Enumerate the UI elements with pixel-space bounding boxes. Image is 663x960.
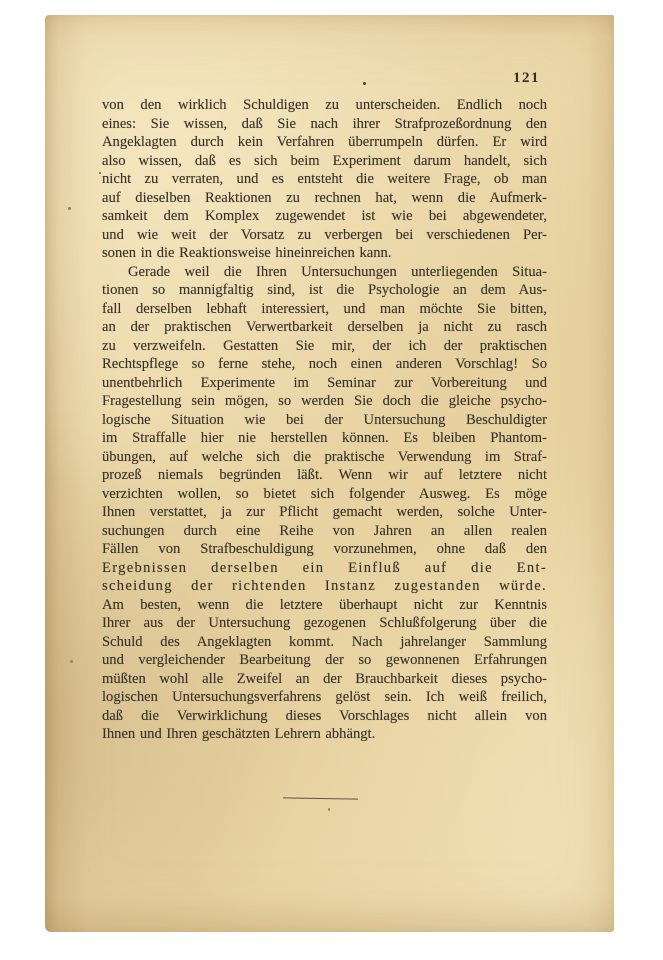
text-line: Gerade weil die Ihren Untersuchungen unterliegenden Situa- (128, 263, 547, 280)
text-line: samkeit dem Komplex zugewendet ist wie bei abgewendeter, (102, 208, 547, 224)
ink-speckle (99, 172, 101, 174)
text-line: suchungen durch eine Reihe von Jahren an allen realen (102, 522, 547, 539)
text-line: und vergleichender Bearbeitung der so gewonnenen Erfahrungen (102, 652, 547, 668)
ink-speckle (68, 207, 71, 210)
text-line: Fällen von Strafbeschuldigung vorzunehmen, ohne daß den (102, 541, 547, 557)
text-line: also wissen, daß es sich beim Experiment darum handelt, sich (102, 152, 547, 169)
page-text (102, 96, 547, 744)
text-line: an der praktischen Verwertbarkeit derselben ja nicht zu rasch (102, 319, 547, 335)
text-line: unentbehrlich Experimente im Seminar zur Vorbereitung und (102, 374, 547, 391)
text-line: Ihrer aus der Untersuchung gezogenen Schlußfolgerung über die (102, 615, 547, 631)
text-line: übungen, auf welche sich die praktische Verwendung im Straf- (102, 448, 547, 465)
text-line: tionen so mannigfaltig sind, ist die Psychologie an dem Aus- (102, 282, 547, 298)
text-line: Ergebnissen derselben ein Einfluß auf die Ent- (102, 559, 547, 576)
text-line: müßten wohl alle Zweifel an der Brauchbarkeit dieses psycho- (102, 670, 547, 687)
text-line: Fragestellung sein mögen, so werden Sie doch die gleiche psycho- (102, 393, 547, 409)
page-number: 121 (513, 70, 540, 86)
text-line: eines: Sie wissen, daß Sie nach ihrer Strafprozeßordnung den (102, 115, 547, 132)
paragraph (102, 96, 547, 263)
text-line: prozeß niemals begründen läßt. Wenn wir auf letztere nicht (102, 467, 547, 483)
text-line: verzichten wollen, so bietet sich folgender Ausweg. Es möge (102, 485, 547, 502)
text-line: nicht zu verraten, und es entsteht die weitere Frage, ob man (102, 171, 547, 187)
text-line: logischen Untersuchungsverfahrens gelöst sein. Ich weiß freilich, (102, 689, 547, 705)
text-line: Angeklagten durch kein Verfahren überrumpeln dürfen. Er wird (102, 134, 547, 150)
text-line: sonen in die Reaktionsweise hineinreichen kann. (102, 245, 392, 261)
ink-speckle (328, 808, 330, 811)
ink-speckle (363, 82, 366, 85)
ink-speckle (70, 660, 73, 663)
text-line: Am besten, wenn die letztere überhaupt nicht zur Kenntnis (102, 596, 547, 613)
paragraph (102, 263, 547, 744)
text-line: fall derselben lebhaft interessiert, und man möchte Sie bitten, (102, 300, 547, 317)
text-line: und wie weit der Vorsatz zu verbergen bei verschiedenen Per- (102, 226, 547, 243)
text-line: zu verzweifeln. Gestatten Sie mir, der ich der praktischen (102, 337, 547, 354)
text-line: Rechtspflege so ferne stehe, noch einen anderen Vorschlag! So (102, 356, 547, 372)
text-line: Schuld des Angeklagten kommt. Nach jahrelanger Sammlung (102, 633, 547, 650)
text-line: Ihnen verstattet, ja zur Pflicht gemacht werden, solche Unter- (102, 504, 547, 520)
text-line: scheidung der richtenden Instanz zugestanden würde. (102, 578, 547, 594)
text-line: Ihnen und Ihren geschätzten Lehrern abhängt. (102, 726, 376, 742)
text-line: von den wirklich Schuldigen zu unterscheiden. Endlich noch (102, 97, 547, 113)
section-divider-rule (283, 797, 358, 799)
text-line: auf dieselben Reaktionen zu rechnen hat, wenn die Aufmerk- (102, 189, 547, 206)
text-line: im Straffalle hier nie herstellen können. Es bleiben Phantom- (102, 430, 547, 446)
book-page (45, 15, 614, 932)
text-line: daß die Verwirklichung dieses Vorschlages nicht allein von (102, 707, 547, 724)
text-line: logische Situation wie bei der Untersuchung Beschuldigter (102, 411, 547, 428)
